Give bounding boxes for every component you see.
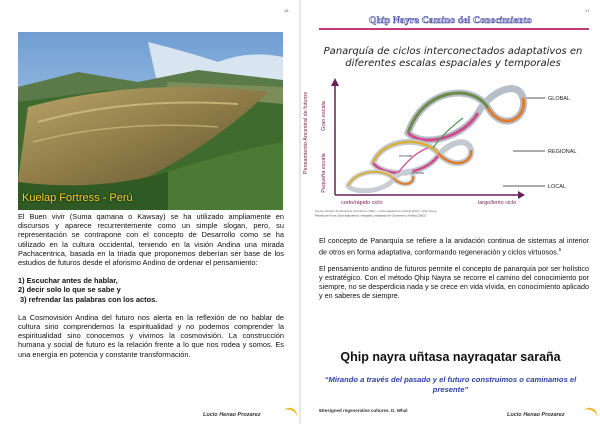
vertical-section-label: Pensamiento Ancestral de futuros	[303, 91, 309, 175]
triad-item-3: 3) refrendar las palabras con los actos.	[18, 294, 158, 304]
x-axis-label-left: corto/rápido ciclo	[341, 200, 383, 206]
y-axis-arrow-icon	[331, 78, 339, 86]
footer-author-left: Lucio Henao Prozarez	[203, 412, 261, 418]
triad-item-1: 1) Escuchar antes de hablar,	[18, 276, 118, 286]
adaptive-cycle-global	[408, 89, 524, 140]
loop-label-revuelta: revuelta	[411, 171, 424, 175]
adaptive-cycle-regional	[373, 142, 471, 173]
level-label-global: GLOBAL	[548, 96, 571, 102]
page-title: Qhip Nayra Camino del Conocimiento	[368, 16, 533, 26]
right-paragraph-2: El pensamiento andino de futuros permite el concepto de panarquía por ser holístico y estratégico. Con el método Qhip Nayra se recorre el camino del conocimiento por siempre, no se desperdicia nada y se crece en vida vívida, en conocimiento aplicado y en saberes de siempre.	[319, 264, 589, 301]
page-number-right: 17	[585, 8, 590, 13]
quote: “Mirando a través del pasado y el futuro construimos o caminamos el presente”	[324, 375, 577, 394]
footnote-marker: 5	[558, 247, 562, 252]
page-number-left: 16	[284, 8, 289, 13]
y-axis-label-bottom: Pequeña escala	[321, 153, 327, 193]
diagram-source-note: Fuente: Modelo de Panarquía (Gunderson 2001) + ciclos adaptativos (Holling 2001) + Qhip Nayra	[315, 209, 437, 213]
swoosh-icon-left	[281, 406, 299, 423]
diagram-subtitle: Panarquía de ciclos interconectados adaptativos en diferentes escalas espaciales y temporales	[323, 46, 583, 69]
right-body-text	[319, 236, 589, 308]
left-paragraph-2: La Cosmovisión Andina del futuro nos alerta en la reflexión de no hablar de cultura sino comprendemos la espiritualidad y no podemos comprender la espiritualidad sino conocemos y vivimos la cosmovisión. La construcción humana y social de futuro es la relación frente a lo que nos rodea y somos. Es una energía en potencia y constante transformación.	[18, 312, 284, 359]
left-paragraph-1: El Buen vivir (Suma qamana o Kawsay) se ha utilizado ampliamente en discursos y aparece recurrentemente como un simple slogan, pero, su representación se contrapone con el concepto de Desarrollo como se ha utilizado en la cultura occidental, teniendo en la visión Andina una mirada Pachacentrica, basada en la triada que proponemos deberían ser base de los estudios de futuros desde el aforismo Andino de ordenar el pensamiento:	[18, 212, 284, 268]
x-axis-label-right: largo/lento ciclo	[478, 200, 517, 206]
adaptive-cycle-local	[348, 172, 413, 191]
photo-caption: Kuelap Fortress - Perú	[22, 192, 133, 204]
right-paragraph-1: El concepto de Panarquía se refiere a la anidación continua de sistemas al interior de otros en forma adaptativa, conformando regeneración y ciclos virtuosos.$^5$	[319, 236, 589, 257]
panarchy-diagram	[313, 78, 588, 223]
x-axis-arrow-icon	[518, 191, 525, 199]
level-label-local: LOCAL	[548, 184, 567, 190]
kuelap-landscape-image	[18, 32, 283, 210]
left-body-text	[18, 212, 284, 359]
diagram-caption: Panarquía en los ciclos adaptativos, integrado y adaptado de Gunderson y Holling (2002)	[315, 213, 426, 218]
footnote-credit: 5Designed regenerative cultures. D. Whal	[319, 408, 408, 413]
aymara-heading: Qhip nayra uñtasa nayraqatar saraña	[340, 350, 561, 364]
right-page	[301, 0, 600, 424]
left-page	[0, 0, 299, 424]
title-underline	[319, 28, 589, 30]
loop-label-recordar: recordar	[399, 154, 413, 158]
footer-author-right: Lucio Henao Prozarez	[507, 412, 565, 418]
level-label-regional: REGIONAL	[548, 149, 577, 155]
swoosh-icon-right	[581, 406, 599, 423]
y-axis-label-top: Gran escala	[321, 101, 327, 131]
kuelap-photo	[18, 32, 283, 210]
triad-item-2: 2) decir solo lo que se sabe y	[18, 285, 121, 295]
